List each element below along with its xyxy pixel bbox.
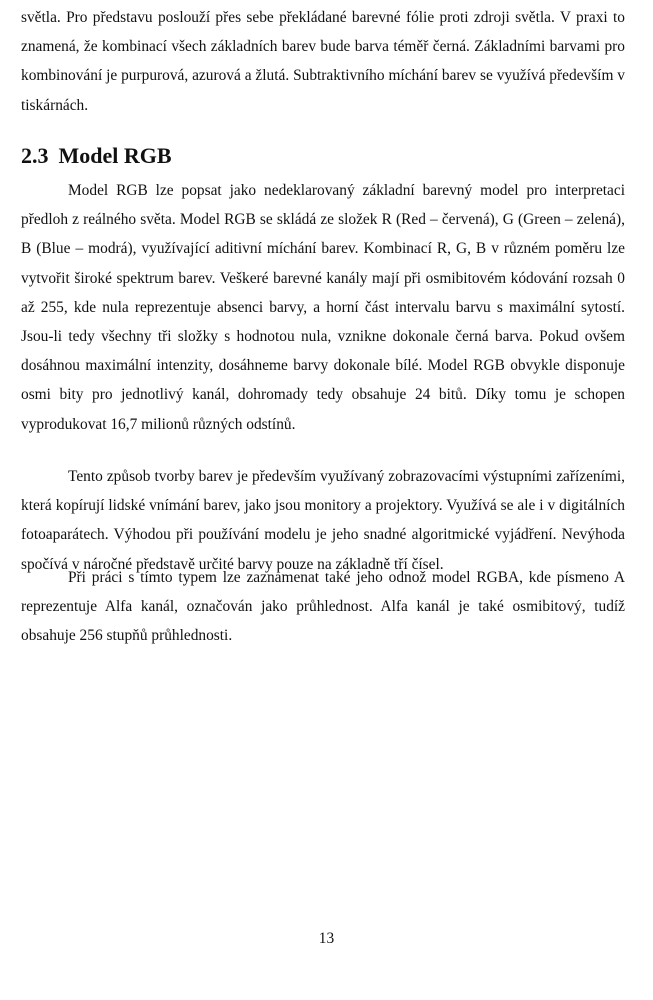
section-number: 2.3	[21, 143, 49, 168]
section-title: Model RGB	[58, 143, 172, 168]
page-number: 13	[318, 930, 335, 947]
intro-paragraph: světla. Pro představu poslouží přes sebe překládané barevné fólie proti zdroji světla. V praxi to znamená, že kombinací všech základních barev bude barva téměř černá. Základními barvami pro kombinování je purpurová, azurová a žlutá. Subtraktivního míchání barev se využívá především v tiskárnách.	[21, 9, 625, 114]
body-paragraph: Model RGB lze popsat jako nedeklarovaný základní barevný model pro interpretaci předloh z reálného světa. Model RGB se skládá ze složek R (Red – červená), G (Green – zelená), B (Blue – modrá), využívající aditivní míchání barev. Kombinací R, G, B v různém poměru lze vytvořit široké spektrum barev. Veškeré barevné kanály mají při osmibitovém kódování rozsah 0 až 255, kde nula reprezentuje absenci barvy, a horní část intervalu barvu s maximální sytostí. Jsou-li tedy všechny tři složky s hodnotou nula, vznikne dokonale černá barva. Pokud ovšem dosáhnou maximální intenzity, dosáhneme barvy dokonale bílé. Model RGB obvykle disponuje osmi bity pro jednotlivý kanál, dohromady tedy obsahuje 24 bitů. Díky tomu je schopen vyprodukovat 16,7 milionů různých odstínů.	[21, 182, 625, 433]
section-heading	[21, 142, 172, 170]
body-paragraph: Při práci s tímto typem lze zaznamenat také jeho odnož model RGBA, kde písmeno A reprezentuje Alfa kanál, označován jako průhlednost. Alfa kanál je také osmibitový, tudíž obsahuje 256 stupňů průhlednosti.	[21, 569, 625, 645]
body-paragraph: Tento způsob tvorby barev je především využívaný zobrazovacími výstupními zařízeními, která kopírují lidské vnímání barev, jako jsou monitory a projektory. Využívá se ale i v digitálních fotoaparátech. Výhodou při používání modelu je jeho snadné algoritmické vyjádření. Nevýhoda spočívá v náročné představě určité barvy pouze na základně tří čísel.	[21, 468, 625, 573]
